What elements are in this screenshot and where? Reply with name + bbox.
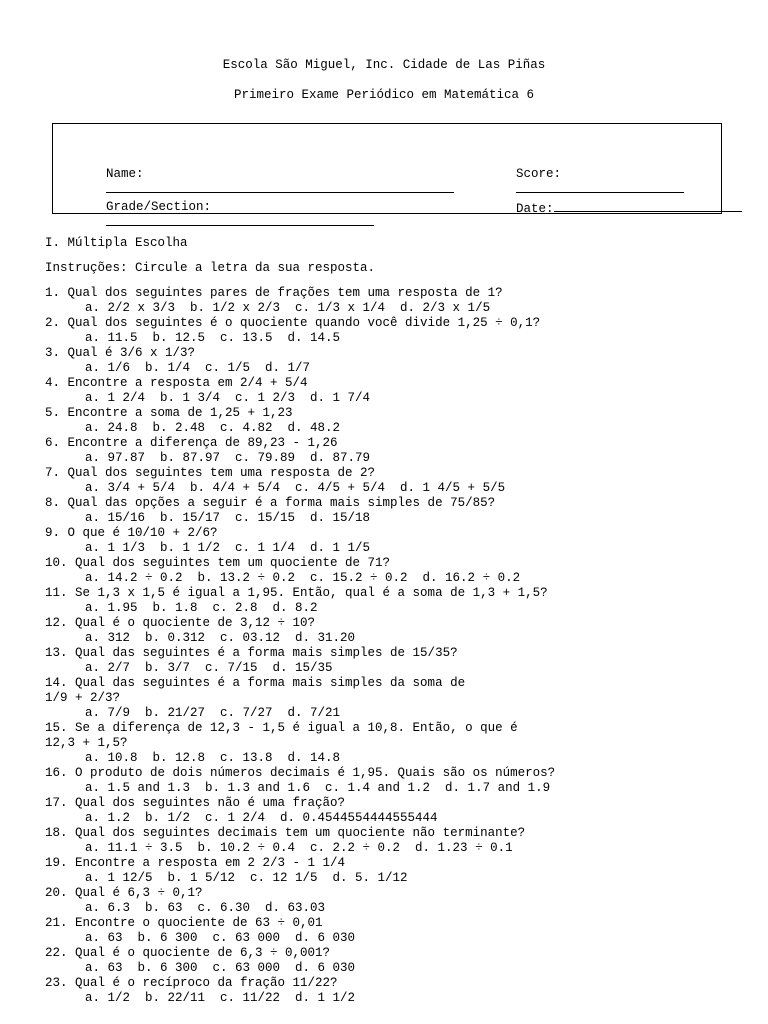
- question-text: 5. Encontre a soma de 1,25 + 1,23: [45, 406, 293, 420]
- question-item: [45, 376, 745, 406]
- question-item: [45, 646, 745, 676]
- answer-options[interactable]: a. 1.95 b. 1.8 c. 2.8 d. 8.2: [85, 601, 318, 615]
- question-text: 13. Qual das seguintes é a forma mais simples de 15/35?: [45, 646, 458, 660]
- answer-options[interactable]: a. 63 b. 6 300 c. 63 000 d. 6 030: [85, 931, 356, 945]
- question-text: 2. Qual dos seguintes é o quociente quando você divide 1,25 ÷ 0,1?: [45, 316, 541, 330]
- grade-section-label: Grade/Section:: [106, 200, 212, 214]
- question-item: [45, 856, 745, 886]
- date-line[interactable]: [554, 200, 742, 212]
- date-field[interactable]: [471, 186, 742, 230]
- question-text: 11. Se 1,3 x 1,5 é igual a 1,95. Então, qual é a soma de 1,3 + 1,5?: [45, 586, 548, 600]
- answer-options[interactable]: a. 1/2 b. 22/11 c. 11/22 d. 1 1/2: [85, 991, 356, 1005]
- question-item: [45, 766, 745, 796]
- question-text: 19. Encontre a resposta em 2 2/3 - 1 1/4: [45, 856, 346, 870]
- answer-options[interactable]: a. 1 12/5 b. 1 5/12 c. 12 1/5 d. 5. 1/12: [85, 871, 408, 885]
- question-item: [45, 436, 745, 466]
- question-text: 21. Encontre o quociente de 63 ÷ 0,01: [45, 916, 323, 930]
- question-text: 15. Se a diferença de 12,3 - 1,5 é igual a 10,8. Então, o que é 12,3 + 1,5?: [45, 721, 518, 750]
- question-item: [45, 721, 745, 766]
- answer-options[interactable]: a. 1 1/3 b. 1 1/2 c. 1 1/4 d. 1 1/5: [85, 541, 371, 555]
- answer-options[interactable]: a. 2/7 b. 3/7 c. 7/15 d. 15/35: [85, 661, 333, 675]
- answer-options[interactable]: a. 97.87 b. 87.97 c. 79.89 d. 87.79: [85, 451, 371, 465]
- question-item: [45, 826, 745, 856]
- question-text: 23. Qual é o recíproco da fração 11/22?: [45, 976, 338, 990]
- question-text: 10. Qual dos seguintes tem um quociente de 71?: [45, 556, 391, 570]
- question-item: [45, 616, 745, 646]
- question-item: [45, 406, 745, 436]
- score-label: Score:: [516, 167, 562, 181]
- question-item: [45, 676, 745, 721]
- answer-options[interactable]: a. 2/2 x 3/3 b. 1/2 x 2/3 c. 1/3 x 1/4 d. 2/3 x 1/5: [85, 301, 491, 315]
- question-text: 20. Qual é 6,3 ÷ 0,1?: [45, 886, 203, 900]
- question-item: [45, 496, 745, 526]
- question-text: 3. Qual é 3/6 x 1/3?: [45, 346, 196, 360]
- question-text: 4. Encontre a resposta em 2/4 + 5/4: [45, 376, 308, 390]
- question-item: [45, 346, 745, 376]
- question-text: 14. Qual das seguintes é a forma mais simples da soma de 1/9 + 2/3?: [45, 676, 466, 705]
- answer-options[interactable]: a. 15/16 b. 15/17 c. 15/15 d. 15/18: [85, 511, 371, 525]
- answer-options[interactable]: a. 312 b. 0.312 c. 03.12 d. 31.20: [85, 631, 356, 645]
- date-label: Date:: [516, 202, 554, 216]
- question-item: [45, 286, 745, 316]
- answer-options[interactable]: a. 1/6 b. 1/4 c. 1/5 d. 1/7: [85, 361, 311, 375]
- question-text: 6. Encontre a diferença de 89,23 - 1,26: [45, 436, 338, 450]
- answer-options[interactable]: a. 7/9 b. 21/27 c. 7/27 d. 7/21: [85, 706, 341, 720]
- answer-options[interactable]: a. 14.2 ÷ 0.2 b. 13.2 ÷ 0.2 c. 15.2 ÷ 0.2 d. 16.2 ÷ 0.2: [85, 571, 521, 585]
- exam-content: [45, 236, 745, 1006]
- question-item: [45, 916, 745, 946]
- question-text: 8. Qual das opções a seguir é a forma mais simples de 75/85?: [45, 496, 496, 510]
- question-item: [45, 976, 745, 1006]
- question-text: 1. Qual dos seguintes pares de frações tem uma resposta de 1?: [45, 286, 503, 300]
- answer-options[interactable]: a. 1 2/4 b. 1 3/4 c. 1 2/3 d. 1 7/4: [85, 391, 371, 405]
- question-item: [45, 466, 745, 496]
- answer-options[interactable]: a. 1.5 and 1.3 b. 1.3 and 1.6 c. 1.4 and 1.2 d. 1.7 and 1.9: [85, 781, 551, 795]
- exam-title: Primeiro Exame Periódico em Matemática 6: [233, 88, 535, 102]
- answer-options[interactable]: a. 10.8 b. 12.8 c. 13.8 d. 14.8: [85, 751, 341, 765]
- answer-options[interactable]: a. 6.3 b. 63 c. 6.30 d. 63.03: [85, 901, 326, 915]
- answer-options[interactable]: a. 11.5 b. 12.5 c. 13.5 d. 14.5: [85, 331, 341, 345]
- question-list: [45, 286, 745, 1006]
- answer-options[interactable]: a. 3/4 + 5/4 b. 4/4 + 5/4 c. 4/5 + 5/4 d. 1 4/5 + 5/5: [85, 481, 506, 495]
- question-text: 16. O produto de dois números decimais é 1,95. Quais são os números?: [45, 766, 556, 780]
- answer-options[interactable]: a. 63 b. 6 300 c. 63 000 d. 6 030: [85, 961, 356, 975]
- question-item: [45, 796, 745, 826]
- question-text: 22. Qual é o quociente de 6,3 ÷ 0,001?: [45, 946, 331, 960]
- question-text: 7. Qual dos seguintes tem uma resposta de 2?: [45, 466, 376, 480]
- question-item: [45, 946, 745, 976]
- question-text: 18. Qual dos seguintes decimais tem um quociente não terminante?: [45, 826, 526, 840]
- name-label: Name:: [106, 167, 144, 181]
- question-item: [45, 316, 745, 346]
- question-text: 9. O que é 10/10 + 2/6?: [45, 526, 218, 540]
- answer-options[interactable]: a. 11.1 ÷ 3.5 b. 10.2 ÷ 0.4 c. 2.2 ÷ 0.2 d. 1.23 ÷ 0.1: [85, 841, 513, 855]
- school-name: Escola São Miguel, Inc. Cidade de Las Piñas: [222, 58, 546, 72]
- question-text: 12. Qual é o quociente de 3,12 ÷ 10?: [45, 616, 316, 630]
- question-item: [45, 556, 745, 586]
- answer-options[interactable]: a. 1.2 b. 1/2 c. 1 2/4 d. 0.4544554444555444: [85, 811, 438, 825]
- question-text: 17. Qual dos seguintes não é uma fração?: [45, 796, 346, 810]
- answer-options[interactable]: a. 24.8 b. 2.48 c. 4.82 d. 48.2: [85, 421, 341, 435]
- student-info-box: [52, 123, 722, 214]
- question-item: [45, 586, 745, 616]
- question-item: [45, 886, 745, 916]
- grade-section-line[interactable]: [106, 214, 374, 226]
- section-title: I. Múltipla Escolha: [45, 236, 188, 250]
- question-item: [45, 526, 745, 556]
- instructions: Instruções: Circule a letra da sua resposta.: [45, 261, 376, 275]
